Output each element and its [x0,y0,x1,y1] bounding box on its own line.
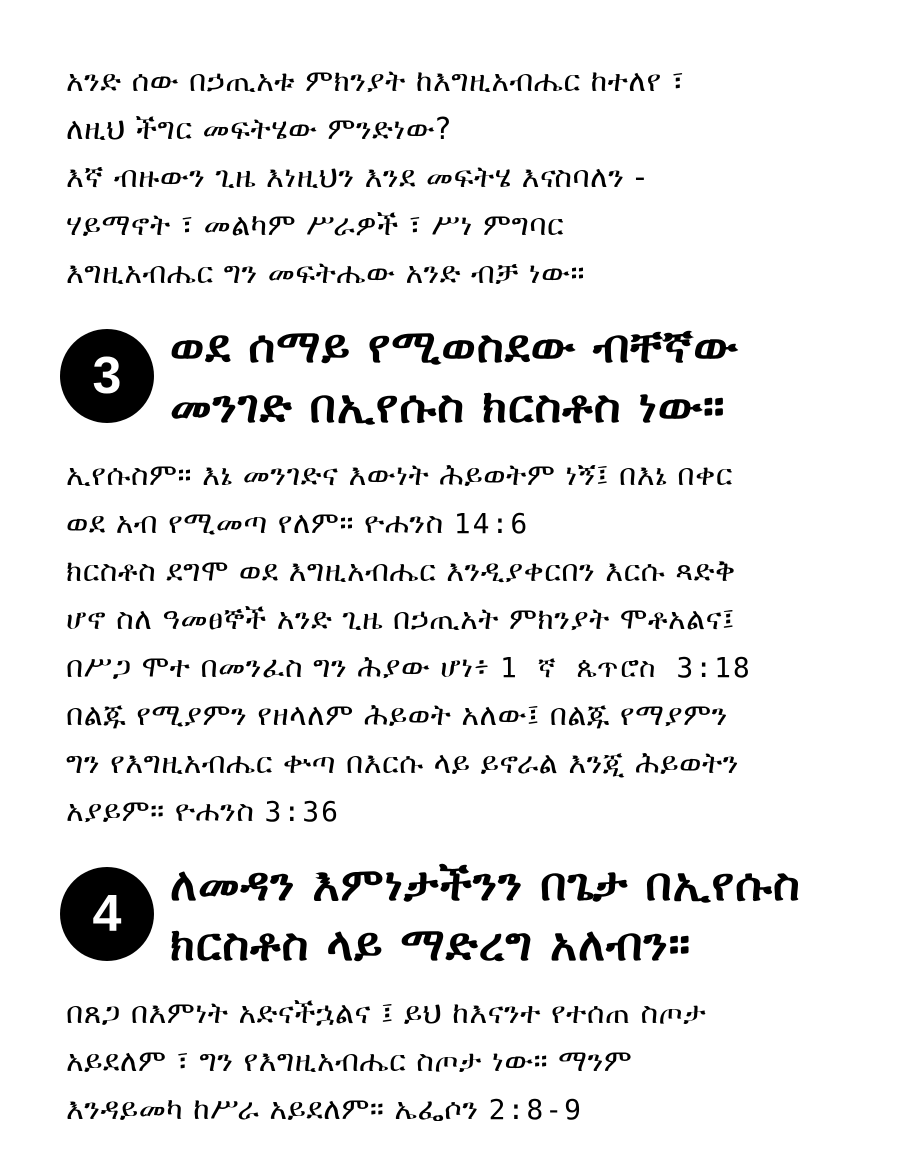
body-line [66,500,844,548]
verse-text: ወደ አብ የሚመጣ የለም። ዮሐንስ [66,506,454,541]
verse-text: አያይም። ዮሐንስ [66,794,265,829]
intro-line: ለዚህ ችግር መፍትሄው ምንድነው? [66,112,452,147]
section-number-badge: 3 [60,329,154,423]
verse-text: ግን የእግዚአብሔር ቍጣ በእርሱ ላይ ይኖራል እንጂ ሕይወትን [66,746,739,781]
section-3-heading [60,316,844,436]
section-4-heading [60,854,844,974]
section-3-title [170,316,739,436]
body-line [66,452,844,500]
verse-text: እንዳይመካ ከሥራ አይደለም። ኤፌሶን [66,1092,489,1127]
intro-line: ሃይማኖት ፣ መልካም ሥራዎች ፣ ሥነ ምግባር [66,208,565,243]
verse-text: በጸጋ በእምነት አድናችኋልና ፤ ይህ ከእናንተ የተሰጠ ስጦታ [66,996,707,1031]
intro-paragraph [66,58,844,298]
scripture-reference: 3:36 [264,795,340,828]
verse-text: ክርስቶስ ደግሞ ወደ እግዚአብሔር እንዲያቀርበን እርሱ ጻድቅ [66,554,736,589]
verse-text: ሆኖ ስለ ዓመፀኞች አንድ ጊዜ በኃጢአት ምክንያት ሞቶአልና፤ [66,602,735,637]
body-line [66,740,844,788]
verse-text: አይደለም ፣ ግን የእግዚአብሔር ስጦታ ነው። ማንም [66,1044,633,1079]
scripture-reference: 1 ኛ ጴጥሮስ 3:18 [500,651,752,684]
intro-line: እግዚአብሔር ግን መፍትሔው አንድ ብቻ ነው። [66,256,585,291]
body-line [66,692,844,740]
verse-text: ኢየሱስም። እኔ መንገድና እውነት ሕይወትም ነኝ፤ በእኔ በቀር [66,458,733,493]
verse-text: በልጁ የሚያምን የዘላለም ሕይወት አለው፤ በልጁ የማያምን [66,698,728,733]
section-number-badge: 4 [60,867,154,961]
section-3-body [66,452,844,836]
section-4-body [66,990,844,1134]
verse-text: በሥጋ ሞተ በመንፈስ ግን ሕያው ሆነ፥ [66,650,501,685]
heading-line: መንገድ በኢየሱስ ክርስቶስ ነው። [170,379,726,433]
body-line [66,1086,844,1134]
scripture-reference: 2:8-9 [488,1093,583,1126]
body-line [66,788,844,836]
body-line [66,1038,844,1086]
heading-line: ለመዳን እምነታችንን በጌታ በኢየሱስ [170,857,801,911]
body-line [66,548,844,596]
intro-line: አንድ ሰው በኃጢአቱ ምክንያት ከእግዚአብሔር ከተለየ ፣ [66,64,685,99]
section-4-title [170,854,801,974]
scripture-reference: 14:6 [453,507,530,540]
body-line [66,596,844,644]
heading-line: ወደ ሰማይ የሚወስደው ብቸኛው [170,319,739,373]
heading-line: ክርስቶስ ላይ ማድረግ አለብን። [170,917,692,971]
intro-line: እኛ ብዙውን ጊዜ እነዚህን እንደ መፍትሄ እናስባለን - [66,160,646,195]
body-line [66,990,844,1038]
body-line [66,644,844,692]
